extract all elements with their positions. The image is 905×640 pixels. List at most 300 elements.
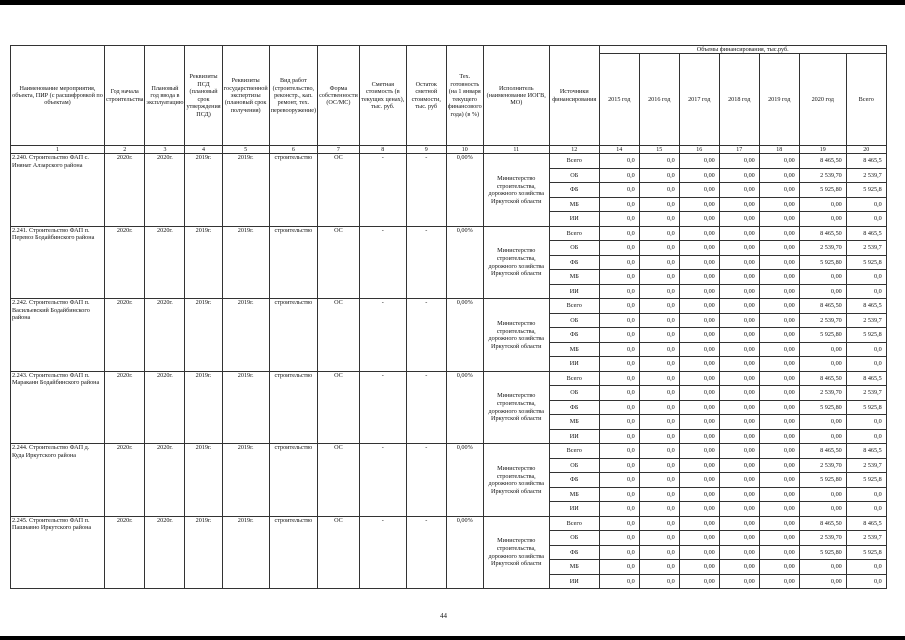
funding-value: 8 465,50: [799, 226, 846, 241]
funding-value: 0,00: [679, 197, 719, 212]
funding-value: 0,0: [639, 313, 679, 328]
expertise-year: 2019г.: [222, 516, 269, 589]
header-readiness: Тех. готовность (на 1 января текущего финансового года) (в %): [446, 46, 483, 146]
psd-year: 2019г.: [185, 299, 222, 372]
funding-value: 0,00: [759, 328, 799, 343]
funding-value: 0,00: [679, 154, 719, 169]
column-number: 5: [222, 146, 269, 154]
funding-value: 0,00: [759, 299, 799, 314]
remaining-cost: -: [406, 516, 446, 589]
column-number: 16: [679, 146, 719, 154]
readiness: 0,00%: [446, 516, 483, 589]
funding-value: 0,00: [759, 415, 799, 430]
funding-value: 8 465,50: [799, 154, 846, 169]
psd-year: 2019г.: [185, 226, 222, 299]
header-year-2020: 2020 год: [799, 54, 846, 146]
funding-value: 0,0: [639, 444, 679, 459]
readiness: 0,00%: [446, 444, 483, 517]
object-name: 2.240. Строительство ФАП с. Инянат Алзарского района: [11, 154, 105, 227]
funding-source: ФБ: [549, 255, 599, 270]
funding-value: 0,0: [846, 270, 886, 285]
funding-value: 0,0: [639, 545, 679, 560]
funding-value: 5 925,80: [799, 473, 846, 488]
funding-value: 0,0: [599, 154, 639, 169]
funding-value: 0,00: [679, 357, 719, 372]
work-type: строительство: [269, 226, 317, 299]
funding-source: МБ: [549, 197, 599, 212]
column-number: 8: [359, 146, 406, 154]
funding-value: 0,0: [599, 574, 639, 589]
funding-value: 0,0: [846, 284, 886, 299]
funding-value: 0,00: [719, 458, 759, 473]
funding-value: 0,0: [846, 429, 886, 444]
funding-value: 0,00: [719, 371, 759, 386]
funding-value: 0,00: [759, 371, 799, 386]
funding-value: 0,00: [759, 531, 799, 546]
work-type: строительство: [269, 299, 317, 372]
funding-value: 0,0: [846, 574, 886, 589]
funding-value: 0,00: [719, 212, 759, 227]
funding-source: ФБ: [549, 183, 599, 198]
start-year: 2020г.: [105, 371, 145, 444]
executor: Министерство строительства, дорожного хозяйства Иркутской области: [483, 516, 549, 589]
header-year-2017: 2017 год: [679, 54, 719, 146]
object-name: 2.243. Строительство ФАП п. Мараканн Бодайбинского района: [11, 371, 105, 444]
remaining-cost: -: [406, 371, 446, 444]
plan-year: 2020г.: [145, 154, 185, 227]
funding-value: 0,00: [719, 502, 759, 517]
funding-value: 0,00: [679, 255, 719, 270]
expertise-year: 2019г.: [222, 444, 269, 517]
executor: Министерство строительства, дорожного хозяйства Иркутской области: [483, 299, 549, 372]
funding-value: 0,00: [759, 400, 799, 415]
funding-value: 0,00: [719, 241, 759, 256]
funding-value: 0,00: [719, 386, 759, 401]
funding-value: 0,00: [679, 313, 719, 328]
header-sources: Источники финансирования: [549, 46, 599, 146]
funding-value: 0,00: [679, 574, 719, 589]
funding-source: ИИ: [549, 284, 599, 299]
funding-value: 0,0: [639, 516, 679, 531]
funding-value: 0,00: [719, 299, 759, 314]
funding-source: Всего: [549, 299, 599, 314]
funding-value: 0,00: [719, 429, 759, 444]
remaining-cost: -: [406, 226, 446, 299]
estimated-cost: -: [359, 299, 406, 372]
expertise-year: 2019г.: [222, 371, 269, 444]
funding-value: 0,0: [639, 299, 679, 314]
table-row: [11, 299, 887, 314]
funding-value: 0,00: [719, 197, 759, 212]
funding-source: ИИ: [549, 212, 599, 227]
funding-value: 0,0: [639, 270, 679, 285]
work-type: строительство: [269, 371, 317, 444]
funding-value: 0,00: [759, 458, 799, 473]
column-number: 12: [549, 146, 599, 154]
funding-value: 2 539,7: [846, 241, 886, 256]
funding-value: 0,0: [599, 516, 639, 531]
funding-value: 0,00: [719, 545, 759, 560]
funding-value: 0,0: [599, 502, 639, 517]
column-number: 10: [446, 146, 483, 154]
funding-source: ОБ: [549, 313, 599, 328]
funding-value: 0,0: [639, 574, 679, 589]
funding-value: 0,0: [846, 560, 886, 575]
funding-value: 0,00: [759, 429, 799, 444]
funding-value: 0,00: [759, 183, 799, 198]
expertise-year: 2019г.: [222, 226, 269, 299]
funding-value: 0,00: [759, 574, 799, 589]
funding-value: 2 539,70: [799, 241, 846, 256]
remaining-cost: -: [406, 299, 446, 372]
object-name: 2.241. Строительство ФАП п. Перевоз Бодайбинского района: [11, 226, 105, 299]
funding-value: 0,00: [719, 328, 759, 343]
funding-value: 0,00: [799, 560, 846, 575]
funding-source: Всего: [549, 371, 599, 386]
column-number: 1: [11, 146, 105, 154]
page-number: 44: [440, 612, 447, 620]
funding-value: 0,0: [639, 415, 679, 430]
table-row: [11, 226, 887, 241]
funding-value: 0,0: [599, 444, 639, 459]
funding-value: 0,0: [639, 487, 679, 502]
column-number: 9: [406, 146, 446, 154]
funding-value: 2 539,7: [846, 531, 886, 546]
funding-value: 0,0: [639, 183, 679, 198]
funding-value: 0,00: [679, 183, 719, 198]
funding-value: 0,00: [679, 473, 719, 488]
funding-value: 0,00: [759, 255, 799, 270]
funding-value: 0,00: [799, 429, 846, 444]
funding-value: 0,0: [846, 502, 886, 517]
funding-value: 0,00: [759, 444, 799, 459]
table-row: [11, 444, 887, 459]
readiness: 0,00%: [446, 299, 483, 372]
funding-value: 0,0: [639, 342, 679, 357]
estimated-cost: -: [359, 516, 406, 589]
funding-value: 0,0: [599, 255, 639, 270]
funding-value: 5 925,80: [799, 545, 846, 560]
funding-value: 0,00: [719, 400, 759, 415]
funding-value: 2 539,70: [799, 386, 846, 401]
funding-value: 8 465,50: [799, 444, 846, 459]
funding-source: ОБ: [549, 386, 599, 401]
readiness: 0,00%: [446, 154, 483, 227]
funding-value: 0,00: [759, 545, 799, 560]
funding-value: 8 465,5: [846, 226, 886, 241]
funding-value: 0,0: [599, 270, 639, 285]
funding-value: 0,0: [639, 400, 679, 415]
funding-value: 0,00: [759, 516, 799, 531]
ownership: ОС: [318, 154, 360, 227]
funding-value: 0,0: [599, 284, 639, 299]
funding-value: 0,00: [759, 284, 799, 299]
ownership: ОС: [318, 226, 360, 299]
funding-value: 0,00: [759, 473, 799, 488]
column-number: 20: [846, 146, 886, 154]
funding-value: 0,00: [679, 284, 719, 299]
work-type: строительство: [269, 516, 317, 589]
funding-value: 0,0: [846, 415, 886, 430]
column-number: 19: [799, 146, 846, 154]
work-type: строительство: [269, 154, 317, 227]
funding-source: МБ: [549, 487, 599, 502]
funding-value: 0,0: [599, 473, 639, 488]
funding-value: 0,0: [599, 545, 639, 560]
funding-value: 0,00: [679, 458, 719, 473]
funding-value: 0,00: [679, 415, 719, 430]
work-type: строительство: [269, 444, 317, 517]
funding-source: Всего: [549, 226, 599, 241]
executor: Министерство строительства, дорожного хозяйства Иркутской области: [483, 226, 549, 299]
remaining-cost: -: [406, 154, 446, 227]
funding-value: 0,00: [679, 270, 719, 285]
funding-value: 0,00: [719, 516, 759, 531]
funding-value: 0,00: [679, 226, 719, 241]
funding-value: 8 465,50: [799, 299, 846, 314]
start-year: 2020г.: [105, 444, 145, 517]
funding-source: ОБ: [549, 168, 599, 183]
funding-value: 0,0: [599, 487, 639, 502]
funding-value: 0,00: [679, 342, 719, 357]
estimated-cost: -: [359, 444, 406, 517]
readiness: 0,00%: [446, 226, 483, 299]
funding-value: 0,0: [639, 241, 679, 256]
funding-value: 0,0: [599, 429, 639, 444]
column-number: 14: [599, 146, 639, 154]
table-row: [11, 371, 887, 386]
funding-value: 0,00: [799, 284, 846, 299]
funding-value: 0,0: [846, 357, 886, 372]
funding-value: 2 539,70: [799, 168, 846, 183]
funding-value: 0,0: [599, 458, 639, 473]
start-year: 2020г.: [105, 516, 145, 589]
column-number: 3: [145, 146, 185, 154]
funding-value: 0,0: [639, 226, 679, 241]
funding-value: 0,0: [599, 560, 639, 575]
funding-value: 0,00: [679, 444, 719, 459]
funding-value: 0,00: [799, 357, 846, 372]
top-border: [0, 0, 905, 5]
psd-year: 2019г.: [185, 516, 222, 589]
funding-value: 0,00: [679, 386, 719, 401]
funding-value: 2 539,7: [846, 313, 886, 328]
funding-value: 0,0: [639, 502, 679, 517]
funding-value: 0,0: [599, 212, 639, 227]
funding-value: 0,0: [599, 531, 639, 546]
funding-value: 0,00: [799, 574, 846, 589]
funding-source: МБ: [549, 270, 599, 285]
header-year-2018: 2018 год: [719, 54, 759, 146]
funding-value: 0,00: [679, 502, 719, 517]
object-name: 2.242. Строительство ФАП п. Васильевский Бодайбинского района: [11, 299, 105, 372]
ownership: ОС: [318, 371, 360, 444]
header-volumes: Объемы финансирования, тыс.руб.: [599, 46, 886, 54]
funding-value: 2 539,7: [846, 458, 886, 473]
ownership: ОС: [318, 516, 360, 589]
ownership: ОС: [318, 444, 360, 517]
estimated-cost: -: [359, 226, 406, 299]
funding-value: 0,00: [719, 487, 759, 502]
header-executor: Исполнитель (наименование ИОГВ, МО): [483, 46, 549, 146]
funding-value: 0,00: [719, 313, 759, 328]
funding-value: 0,00: [679, 560, 719, 575]
funding-value: 0,00: [759, 487, 799, 502]
psd-year: 2019г.: [185, 444, 222, 517]
funding-value: 0,0: [846, 197, 886, 212]
funding-value: 0,00: [759, 357, 799, 372]
column-number: 4: [185, 146, 222, 154]
funding-value: 0,00: [759, 197, 799, 212]
financing-table: [10, 45, 887, 589]
funding-value: 0,00: [759, 502, 799, 517]
funding-value: 0,0: [846, 212, 886, 227]
funding-value: 0,0: [846, 342, 886, 357]
funding-value: 0,0: [599, 357, 639, 372]
funding-value: 0,00: [719, 531, 759, 546]
funding-value: 0,00: [679, 545, 719, 560]
funding-value: 0,00: [679, 487, 719, 502]
funding-value: 0,0: [599, 299, 639, 314]
header-start-year: Год начала строительства: [105, 46, 145, 146]
plan-year: 2020г.: [145, 226, 185, 299]
funding-value: 0,00: [759, 168, 799, 183]
table-row: [11, 154, 887, 169]
funding-value: 0,0: [599, 226, 639, 241]
funding-source: ОБ: [549, 241, 599, 256]
funding-value: 0,00: [799, 415, 846, 430]
funding-value: 0,00: [679, 516, 719, 531]
funding-value: 0,0: [599, 168, 639, 183]
funding-value: 0,00: [719, 560, 759, 575]
funding-value: 0,0: [599, 400, 639, 415]
executor: Министерство строительства, дорожного хозяйства Иркутской области: [483, 444, 549, 517]
funding-value: 0,0: [599, 328, 639, 343]
funding-value: 0,0: [599, 386, 639, 401]
column-number: 18: [759, 146, 799, 154]
funding-value: 0,00: [799, 342, 846, 357]
funding-value: 0,00: [759, 560, 799, 575]
funding-source: ИИ: [549, 574, 599, 589]
funding-value: 0,0: [639, 168, 679, 183]
funding-value: 0,0: [599, 371, 639, 386]
funding-value: 0,0: [639, 371, 679, 386]
header-year-2019: 2019 год: [759, 54, 799, 146]
funding-value: 0,0: [639, 255, 679, 270]
funding-value: 8 465,5: [846, 371, 886, 386]
funding-source: ФБ: [549, 473, 599, 488]
funding-value: 0,00: [719, 342, 759, 357]
funding-source: МБ: [549, 342, 599, 357]
funding-value: 0,00: [799, 212, 846, 227]
funding-source: МБ: [549, 415, 599, 430]
funding-value: 0,0: [639, 357, 679, 372]
funding-value: 0,00: [759, 270, 799, 285]
funding-value: 0,0: [639, 429, 679, 444]
funding-value: 0,0: [599, 313, 639, 328]
estimated-cost: -: [359, 371, 406, 444]
funding-value: 5 925,8: [846, 545, 886, 560]
funding-value: 0,0: [639, 154, 679, 169]
executor: Министерство строительства, дорожного хозяйства Иркутской области: [483, 154, 549, 227]
funding-value: 5 925,8: [846, 473, 886, 488]
funding-value: 0,00: [759, 154, 799, 169]
funding-value: 0,00: [719, 574, 759, 589]
funding-value: 0,0: [599, 241, 639, 256]
column-number: 15: [639, 146, 679, 154]
funding-value: 0,0: [639, 531, 679, 546]
funding-value: 5 925,8: [846, 400, 886, 415]
column-number: 2: [105, 146, 145, 154]
funding-source: Всего: [549, 154, 599, 169]
funding-value: 0,00: [799, 502, 846, 517]
psd-year: 2019г.: [185, 371, 222, 444]
bottom-border: [0, 636, 905, 640]
funding-value: 5 925,8: [846, 328, 886, 343]
funding-value: 0,00: [799, 270, 846, 285]
funding-value: 0,00: [759, 386, 799, 401]
funding-value: 0,00: [759, 212, 799, 227]
funding-source: Всего: [549, 516, 599, 531]
funding-value: 0,00: [679, 168, 719, 183]
funding-value: 8 465,50: [799, 516, 846, 531]
start-year: 2020г.: [105, 226, 145, 299]
funding-value: 0,0: [599, 183, 639, 198]
funding-value: 0,00: [759, 241, 799, 256]
funding-value: 2 539,70: [799, 531, 846, 546]
table-row: [11, 516, 887, 531]
funding-value: 0,00: [759, 342, 799, 357]
funding-value: 0,0: [639, 328, 679, 343]
funding-source: МБ: [549, 560, 599, 575]
funding-value: 0,00: [679, 371, 719, 386]
header-work-type: Вид работ (строительство, реконстр., кап. ремонт, тех. перевооружение): [269, 46, 317, 146]
funding-value: 0,00: [679, 241, 719, 256]
funding-value: 2 539,7: [846, 386, 886, 401]
funding-value: 8 465,5: [846, 154, 886, 169]
column-number: 7: [318, 146, 360, 154]
funding-value: 0,00: [679, 328, 719, 343]
funding-value: 8 465,5: [846, 444, 886, 459]
column-number: 6: [269, 146, 317, 154]
funding-value: 0,00: [759, 313, 799, 328]
estimated-cost: -: [359, 154, 406, 227]
header-estimated-cost: Сметная стоимость (в текущих ценах), тыс. руб.: [359, 46, 406, 146]
funding-value: 0,00: [719, 255, 759, 270]
header-name: Наименование мероприятия, объекта, ПИР (с расшифровкой по объектам): [11, 46, 105, 146]
column-number: 17: [719, 146, 759, 154]
funding-value: 0,00: [719, 226, 759, 241]
funding-source: ИИ: [549, 502, 599, 517]
funding-value: 0,00: [679, 299, 719, 314]
funding-value: 0,0: [846, 487, 886, 502]
funding-source: ФБ: [549, 328, 599, 343]
funding-value: 5 925,80: [799, 183, 846, 198]
plan-year: 2020г.: [145, 444, 185, 517]
plan-year: 2020г.: [145, 516, 185, 589]
funding-value: 0,00: [719, 473, 759, 488]
funding-value: 5 925,8: [846, 183, 886, 198]
funding-value: 0,0: [639, 212, 679, 227]
readiness: 0,00%: [446, 371, 483, 444]
executor: Министерство строительства, дорожного хозяйства Иркутской области: [483, 371, 549, 444]
funding-value: 0,0: [599, 415, 639, 430]
funding-value: 0,00: [719, 444, 759, 459]
funding-value: 0,0: [639, 473, 679, 488]
header-year-2015: 2015 год: [599, 54, 639, 146]
funding-value: 2 539,70: [799, 458, 846, 473]
start-year: 2020г.: [105, 299, 145, 372]
